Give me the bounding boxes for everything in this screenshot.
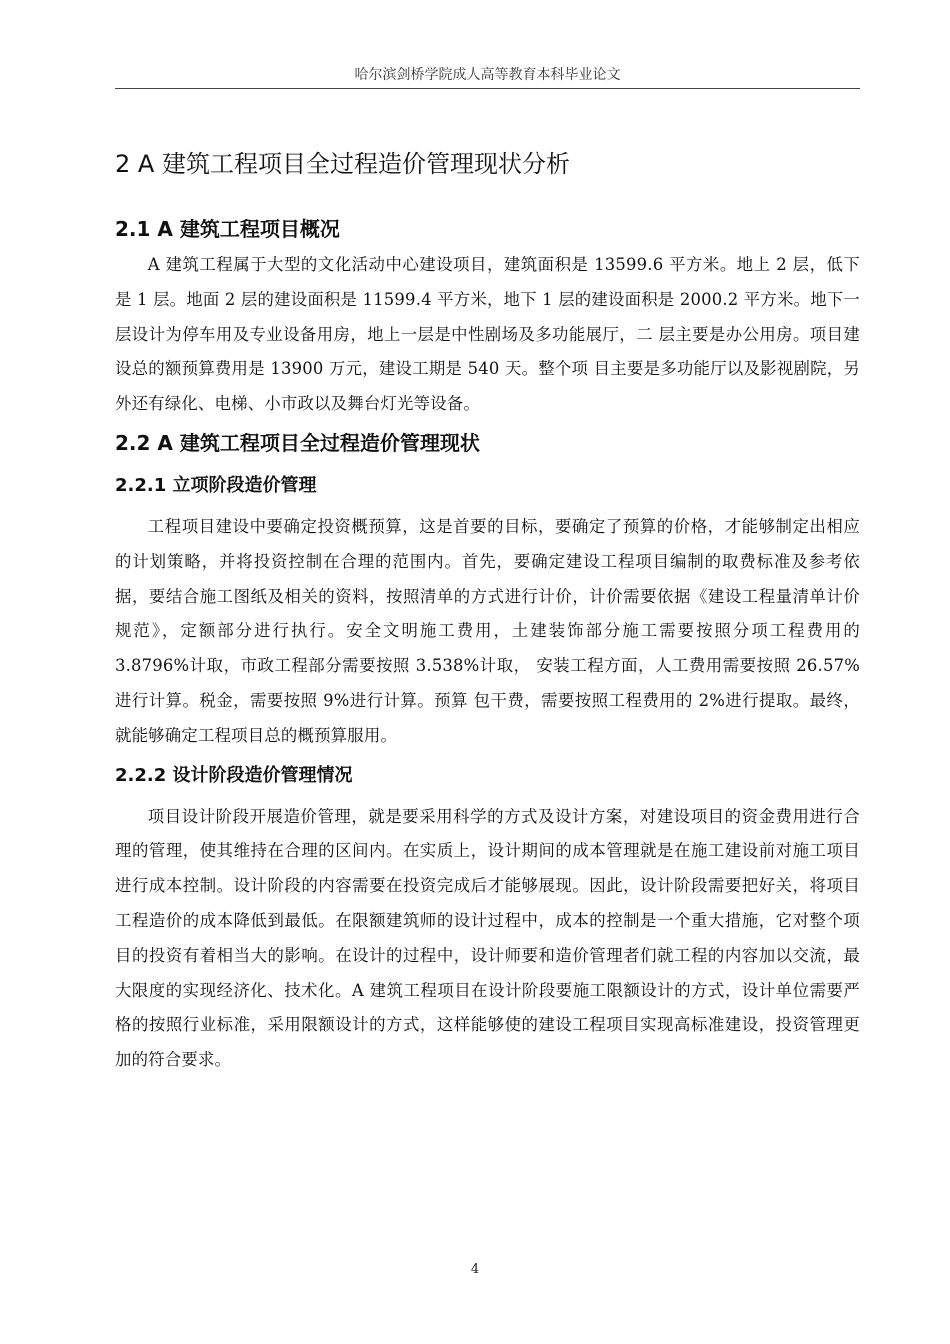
section-2-2-1-paragraph: 工程项目建设中要确定投资概预算，这是首要的目标，要确定了预算的价格，才能够制定出相应的计划策略，并将投资控制在合理的范围内。首先，要确定建设工程项目编制的取费标准及参考依据，要结合施工图纸及相关的资料，按照清单的方式进行计价，计价需要依据《建设工程量清单计价规范》，定额部分进行执行。安全文明施工费用，土建装饰部分施工需要按照分项工程费用的 3.8796%计取，市政工程部分需要按照 3.538%计取， 安装工程方面，人工费用需要按照 26.57%进行计算。税金，需要按照 9%进行计算。预算 包干费，需要按照工程费用的 2%进行提取。最终，就能够确定工程项目总的概预算服用。: [115, 516, 860, 745]
section-2-2-1-title: 2.2.1 立项阶段造价管理: [115, 474, 317, 496]
section-2-1-paragraph: A 建筑工程属于大型的文化活动中心建设项目，建筑面积是 13599.6 平方米。地上 2 层，低下是 1 层。地面 2 层的建设面积是 11599.4 平方米，地下 1 层的建设面积是 2000.2 平方米。地下一层设计为停车用及专业设备用房，地上一层是中性剧场及多功能展厅，二 层主要是办公用房。项目建设总的额预算费用是 13900 万元，建设工期是 540 天。整个项 目主要是多功能厅以及影视剧院，另外还有绿化、电梯、小市政以及舞台灯光等设备。: [115, 255, 860, 414]
section-2-2-2-title: 2.2.2 设计阶段造价管理情况: [115, 764, 353, 786]
page-number: 4: [470, 1262, 480, 1277]
page-content: [115, 142, 860, 1078]
header-divider: [115, 88, 860, 89]
section-2-1-title: 2.1 A 建筑工程项目概况: [115, 217, 340, 241]
running-header: 哈尔滨剑桥学院成人高等教育本科毕业论文: [354, 67, 621, 83]
section-2-2-2-paragraph: 项目设计阶段开展造价管理，就是要采用科学的方式及设计方案，对建设项目的资金费用进行合理的管理，使其维持在合理的区间内。在实质上，设计期间的成本管理就是在施工建设前对施工项目进行成本控制。设计阶段的内容需要在投资完成后才能够展现。因此，设计阶段需要把好关，将项目工程造价的成本降低到最低。在限额建筑师的设计过程中，成本的控制是一个重大措施，它对整个项目的投资有着相当大的影响。在设计的过程中，设计师要和造价管理者们就工程的内容加以交流，最大限度的实现经济化、技术化。A 建筑工程项目在设计阶段要施工限额设计的方式，设计单位需要严格的按照行业标准，采用限额设计的方式，这样能够使的建设工程项目实现高标准建设，投资管理更加的符合要求。: [115, 806, 860, 1070]
section-2-2-title: 2.2 A 建筑工程项目全过程造价管理现状: [115, 430, 480, 455]
chapter-title: 2 A 建筑工程项目全过程造价管理现状分析: [115, 150, 570, 178]
